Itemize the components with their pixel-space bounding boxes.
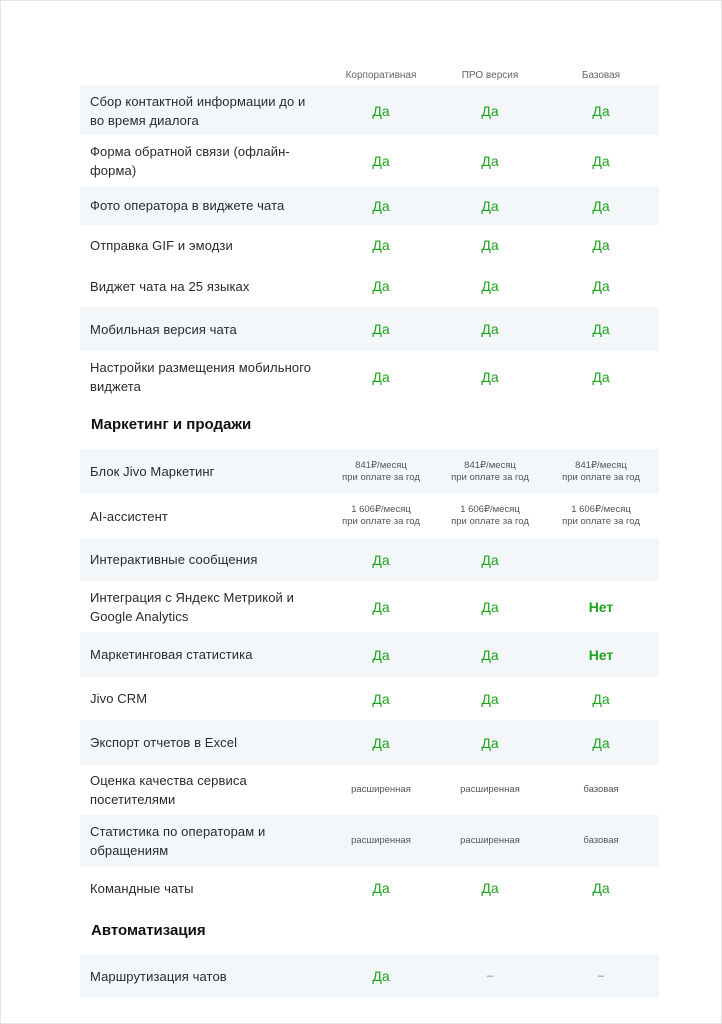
price-text: 841₽/месяц — [464, 459, 516, 471]
feature-label: Фото оператора в виджете чата — [90, 198, 285, 213]
column-header-basic: Базовая — [581, 70, 621, 81]
value-basic — [541, 538, 661, 581]
value-pro — [430, 632, 550, 677]
price-note: при оплате за год — [562, 516, 640, 527]
value-text: Да — [481, 880, 499, 896]
value-basic — [541, 866, 661, 910]
value-text: Да — [592, 152, 610, 169]
table-row — [80, 135, 659, 186]
feature-label: Маршрутизация чатов — [90, 968, 227, 984]
value-corporate — [321, 307, 441, 351]
value-corporate — [321, 494, 441, 538]
value-text: Да — [592, 690, 610, 707]
table-row — [80, 720, 659, 765]
price-note: при оплате за год — [451, 516, 529, 527]
price-text: 1 606₽/месяц — [460, 504, 520, 515]
table-row — [80, 307, 659, 351]
table-row — [80, 954, 659, 998]
value-pro — [430, 538, 550, 581]
value-basic — [541, 765, 661, 815]
value-text: Да — [481, 152, 499, 169]
value-text: Да — [372, 368, 390, 385]
value-corporate — [321, 351, 441, 402]
value-basic — [541, 265, 661, 307]
value-pro — [430, 225, 550, 265]
table-row — [80, 225, 659, 265]
value-corporate — [321, 765, 441, 815]
value-text: Да — [372, 968, 390, 984]
value-basic — [541, 632, 661, 677]
feature-label: Jivo CRM — [90, 691, 148, 706]
feature-label: Экспорт отчетов в Excel — [90, 735, 238, 750]
section-title-marketing: Маркетинг и продажи — [91, 416, 252, 433]
value-text: Да — [481, 321, 499, 337]
value-text: Да — [481, 237, 499, 253]
table-row — [80, 815, 659, 866]
table-row — [80, 866, 659, 910]
column-header-pro: ПРО версия — [461, 70, 519, 81]
value-basic — [541, 135, 661, 186]
value-pro — [430, 494, 550, 538]
feature-label: Интеграция с Яндекс Метрикой и Google Analytics — [90, 589, 294, 624]
value-text: расширенная — [351, 784, 411, 795]
table-row — [80, 86, 659, 135]
value-text: Да — [592, 368, 610, 385]
value-basic — [541, 86, 661, 135]
value-corporate — [321, 581, 441, 632]
value-text: Да — [372, 102, 390, 119]
value-pro — [430, 954, 550, 998]
feature-label: Виджет чата на 25 языках — [90, 278, 250, 294]
value-text: Да — [592, 734, 610, 751]
value-text: Да — [481, 368, 499, 385]
price-text: 1 606₽/месяц — [351, 504, 411, 515]
feature-label: Статистика по операторам и обращениям — [90, 823, 266, 858]
value-corporate — [321, 265, 441, 307]
value-text: базовая — [583, 834, 619, 846]
value-text: Нет — [588, 646, 614, 663]
value-corporate — [321, 186, 441, 225]
value-corporate — [321, 954, 441, 998]
value-pro — [430, 677, 550, 720]
value-text: Да — [481, 598, 499, 615]
value-basic — [541, 307, 661, 351]
value-text: – — [597, 970, 605, 982]
value-pro — [430, 265, 550, 307]
value-text: расширенная — [460, 834, 520, 846]
price-note: при оплате за год — [342, 516, 420, 527]
price-text: 841₽/месяц — [575, 459, 627, 471]
feature-label: Сбор контактной информации до и во время диалога — [90, 93, 306, 128]
value-text: Да — [481, 197, 499, 214]
feature-label: Оценка качества сервиса посетителями — [90, 773, 247, 807]
value-pro — [430, 449, 550, 494]
price-text: 1 606₽/месяц — [571, 504, 631, 515]
value-text: Да — [372, 278, 390, 294]
value-basic — [541, 186, 661, 225]
table-row — [80, 494, 659, 538]
value-text: расширенная — [460, 784, 520, 795]
value-text: Да — [372, 880, 390, 896]
value-pro — [430, 86, 550, 135]
value-corporate — [321, 866, 441, 910]
table-row — [80, 186, 659, 225]
value-corporate — [321, 449, 441, 494]
value-basic — [541, 720, 661, 765]
value-corporate — [321, 720, 441, 765]
feature-label: Настройки размещения мобильного виджета — [90, 359, 312, 394]
value-text: Да — [592, 197, 610, 214]
value-basic — [541, 351, 661, 402]
value-text: – — [486, 970, 494, 982]
value-text: Да — [372, 152, 390, 169]
value-text: Да — [372, 237, 390, 253]
value-text: Да — [372, 646, 390, 663]
value-text: Да — [372, 690, 390, 707]
value-corporate — [321, 632, 441, 677]
table-row — [80, 351, 659, 402]
value-text: Да — [481, 102, 499, 119]
section-title-automation: Автоматизация — [91, 922, 206, 939]
value-text: Да — [481, 734, 499, 751]
value-text: расширенная — [351, 834, 411, 846]
value-text: Да — [372, 598, 390, 615]
feature-label: Форма обратной связи (офлайн-форма) — [90, 143, 290, 178]
value-pro — [430, 307, 550, 351]
value-text: Да — [592, 237, 610, 253]
value-pro — [430, 581, 550, 632]
table-row — [80, 765, 659, 815]
value-pro — [430, 815, 550, 866]
value-pro — [430, 135, 550, 186]
table-row — [80, 632, 659, 677]
table-row — [80, 581, 659, 632]
value-text: Да — [372, 551, 390, 568]
value-text: Да — [372, 734, 390, 751]
value-text: базовая — [583, 784, 619, 795]
value-text: Да — [372, 321, 390, 337]
value-corporate — [321, 815, 441, 866]
value-corporate — [321, 135, 441, 186]
value-text: Да — [592, 102, 610, 119]
value-pro — [430, 765, 550, 815]
value-basic — [541, 815, 661, 866]
value-text: Нет — [588, 598, 614, 615]
feature-label: Маркетинговая статистика — [90, 647, 253, 662]
price-text: 841₽/месяц — [355, 459, 407, 471]
value-pro — [430, 186, 550, 225]
value-corporate — [321, 677, 441, 720]
feature-label: Интерактивные сообщения — [90, 552, 258, 567]
price-note: при оплате за год — [451, 471, 529, 483]
price-note: при оплате за год — [562, 471, 640, 483]
value-basic — [541, 581, 661, 632]
value-text: Да — [592, 880, 610, 896]
value-text: Да — [592, 321, 610, 337]
table-row — [80, 538, 659, 581]
value-text: Да — [481, 690, 499, 707]
price-note: при оплате за год — [342, 471, 420, 483]
table-row — [80, 449, 659, 494]
value-pro — [430, 351, 550, 402]
value-pro — [430, 720, 550, 765]
feature-label: AI-ассистент — [90, 508, 168, 524]
value-corporate — [321, 538, 441, 581]
value-corporate — [321, 225, 441, 265]
column-header-corporate: Корпоративная — [345, 70, 417, 81]
value-basic — [541, 449, 661, 494]
value-text: Да — [481, 646, 499, 663]
value-corporate — [321, 86, 441, 135]
value-basic — [541, 677, 661, 720]
feature-label: Блок Jivo Маркетинг — [90, 464, 215, 479]
value-pro — [430, 866, 550, 910]
value-basic — [541, 954, 661, 998]
table-row — [80, 677, 659, 720]
value-basic — [541, 494, 661, 538]
value-text: Да — [592, 278, 610, 294]
value-text: Да — [372, 197, 390, 214]
value-text: Да — [481, 278, 499, 294]
table-row — [80, 265, 659, 307]
feature-label: Командные чаты — [90, 880, 194, 896]
value-basic — [541, 225, 661, 265]
feature-label: Отправка GIF и эмодзи — [90, 237, 233, 253]
feature-label: Мобильная версия чата — [90, 321, 237, 337]
value-text: Да — [481, 551, 499, 568]
